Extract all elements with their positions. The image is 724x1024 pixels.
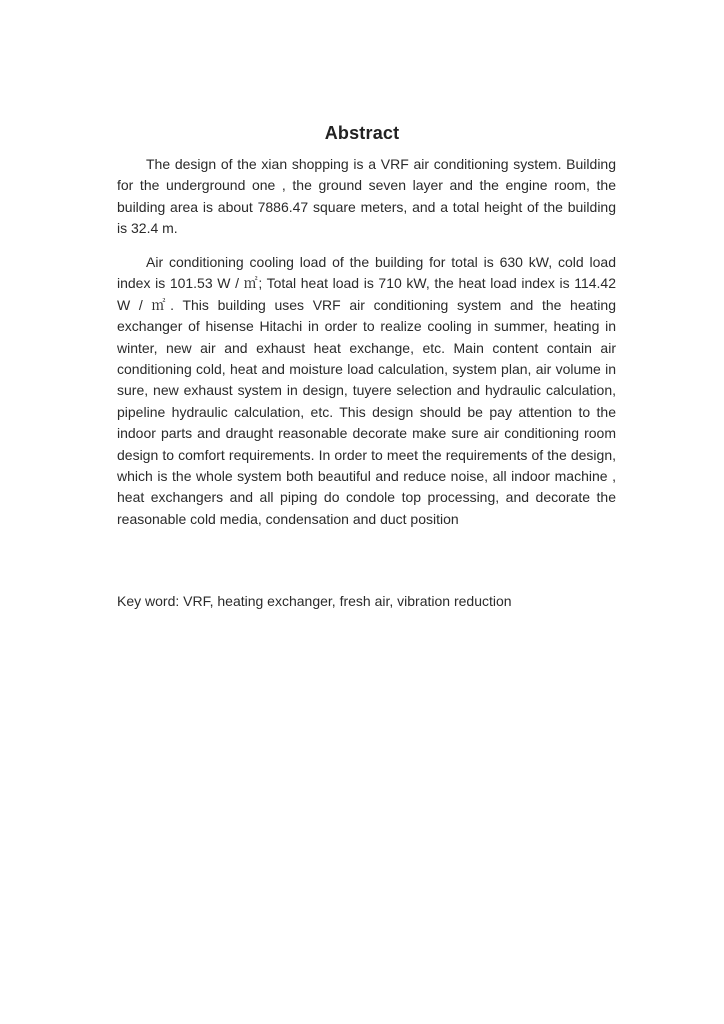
- abstract-paragraph-1: The design of the xian shopping is a VRF air conditioning system. Building for the underground one , the ground seven layer and the engine room, the building area is about 7886.47 square meters, and a total height of the building is 32.4 m.: [117, 156, 616, 237]
- keywords-line: Key word: VRF, heating exchanger, fresh air, vibration reduction: [117, 593, 512, 609]
- abstract-paragraph-2: Air conditioning cooling load of the building for total is 630 kW, cold load index is 101.53 W / ㎡; Total heat load is 710 kW, the heat load index is 114.42 W / ㎡. This building uses VRF air conditioning system and the heating exchanger of hisense Hitachi in order to realize cooling in summer, heating in winter, new air and exhaust heat exchange, etc. Main content contain air conditioning cold, heat and moisture load calculation, system plan, air volume in sure, new exhaust system in design, tuyere selection and hydraulic calculation, pipeline hydraulic calculation, etc. This design should be pay attention to the indoor parts and draught reasonable decorate make sure air conditioning room design to comfort requirements. In order to meet the requirements of the design, which is the whole system both beautiful and reduce noise, all indoor machine , heat exchangers and all piping do condole top processing, and decorate the reasonable cold media, condensation and duct position: [117, 254, 616, 527]
- abstract-title: Abstract: [324, 123, 400, 143]
